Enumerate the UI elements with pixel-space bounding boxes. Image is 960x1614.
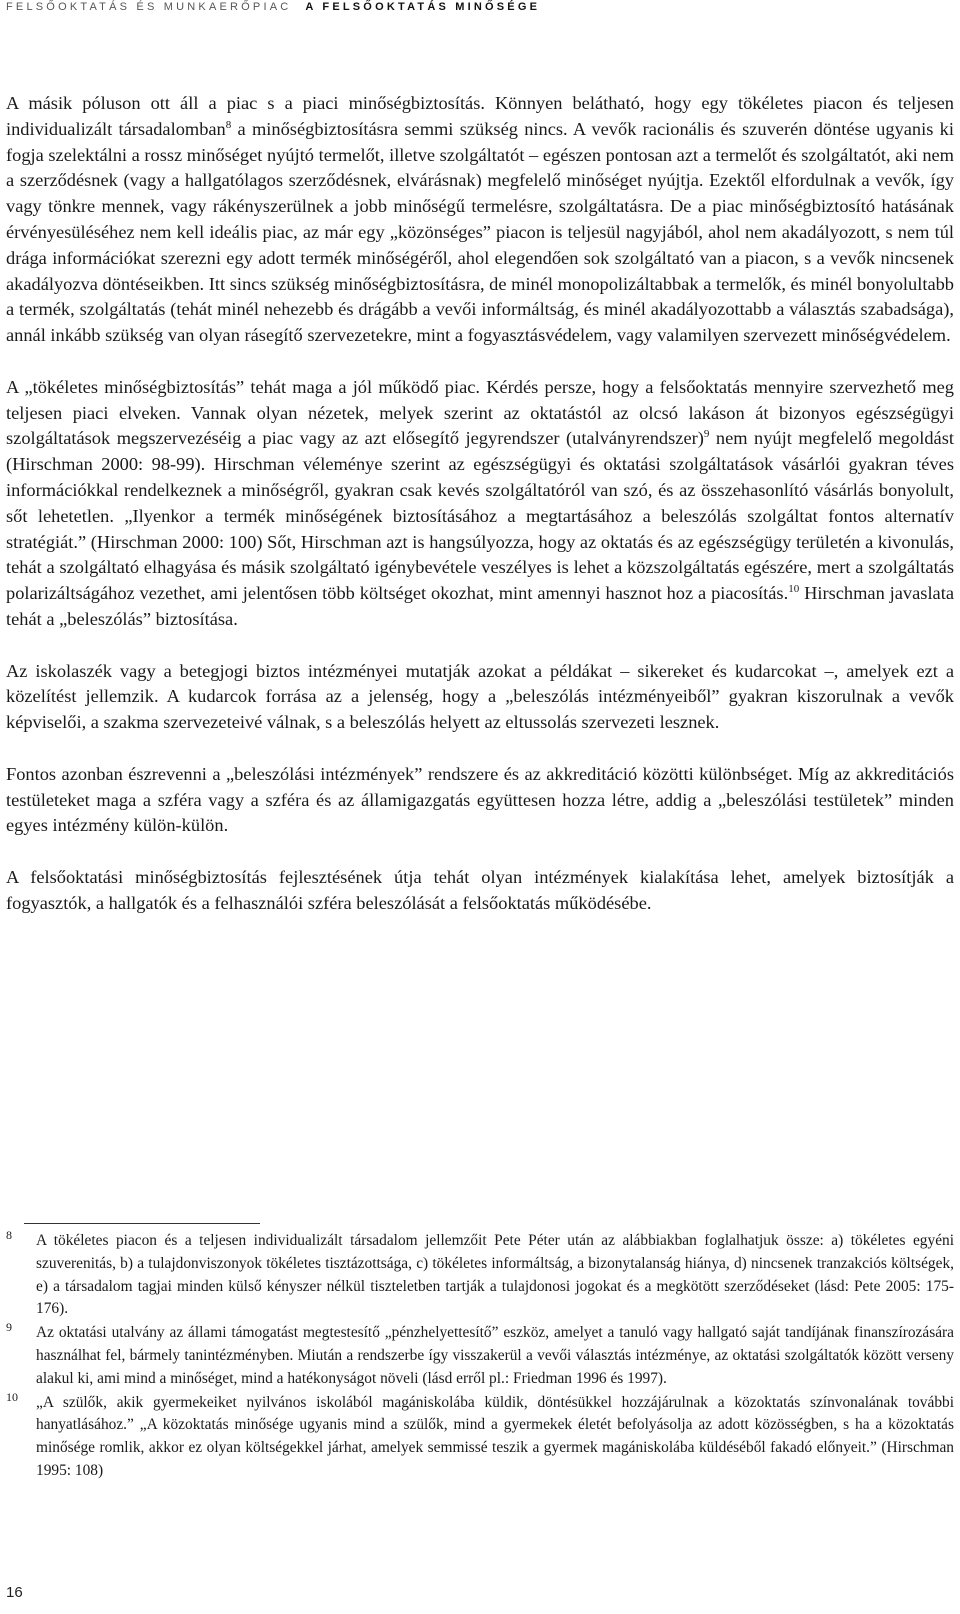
paragraph-2: [6, 375, 954, 633]
paragraph-text: Hirschman javaslata tehát a „beleszólás” biztosítása.: [6, 583, 954, 629]
paragraph-text: A „tökéletes minőségbiztosítás” tehát maga a jól működő piac. Kérdés persze, hogy a felsőoktatás mennyire szervezhető meg teljesen piaci elveken. Vannak olyan nézetek, melyek szerint az oktatástól az olcsó lakáson át bizonyos egészségügyi szolgáltatások megszervezéséig a piac vagy az azt elősegítő jegyrendszer (utalványrendszer): [6, 376, 954, 449]
paragraph-1: [6, 91, 954, 349]
footnote-number: 9: [6, 1320, 12, 1335]
section-title: A FELSŐOKTATÁS MINŐSÉGE: [305, 1, 541, 13]
footnotes: [6, 1230, 954, 1484]
footnote-divider: [24, 1223, 260, 1224]
paragraph-text: Az iskolaszék vagy a betegjogi biztos intézményei mutatják azokat a példákat – sikereket és kudarcokat –, amelyek ezt a közelítést jellemzik. A kudarcok forrása az a jelenség, hogy a „beleszólás intézményeiből” gyakran kiszorulnak a vevők képviselői, a szakma szervezeteivé válnak, s a beleszólás helyett az eltussolás szervezeti lesznek.: [6, 660, 954, 733]
footnote-ref[interactable]: 8: [225, 118, 232, 131]
paragraph-text: a minőségbiztosításra semmi szükség nincs. A vevők racionális és szuverén döntése ugyanis ki fogja szelektálni a rossz minőséget nyújtó termelőt, illetve szolgáltatót – egészen pontosan azt a termelőt és szolgáltatót, aki nem a szerződésnek (vagy a hallgatólagos szerződésnek, elvárásnak) megfelelő minőséget nyújtja. Ezektől elfordulnak a vevők, így vagy tönkre mennek, vagy rákényszerülnek a jobb minőségű termelésre, szolgáltatásra. De a piac minőségbiztosító hatásának érvényesüléséhez nem kell ideális piac, az már egy „közönséges” piacon is teljesül nagyjából, ahol nem akadályozott, s nem túl drága információkat szerezni egy adott termék minőségéről, ahol elegendően sok szolgáltató van a piacon, s a vevők nincsenek akadályozva döntéseikben. Itt sincs szükség minőségbiztosításra, de minél monopolizáltabbak a termelők, és minél bonyolultabb a termék, szolgáltatás (tehát minél nehezebb és drágább a vevői informáltság, és minél akadályozottabb a választás szabadsága), annál inkább szükség van olyan rásegítő szervezetekre, mint a fogyasztásvédelem, vagy valamilyen szervezett minőségvédelem.: [6, 118, 954, 346]
paragraph-text: A felsőoktatási minőségbiztosítás fejlesztésének útja tehát olyan intézmények kialakítása lehet, amelyek biztosítják a fogyasztók, a hallgatók és a felhasználói szféra beleszólását a felsőoktatás működésébe.: [6, 866, 954, 913]
footnote: [6, 1389, 954, 1483]
footnote-number: 8: [6, 1228, 12, 1242]
paragraph-text: nem nyújt megfelelő megoldást (Hirschman 2000: 98-99). Hirschman véleménye szerint az egészségügyi és oktatási szolgáltatások vásárlói gyakran téves információkkal rendelkeznek a minőségről, gyakran csak kevés szolgáltatóról van szó, és az összehasonlító vásárlás bonyolult, sőt lehetetlen. „Ilyenkor a termék minőségének biztosításához a megtartásához a beleszólás szolgáltat fontos alternatív stratégiát.” (Hirschman 2000: 100) Sőt, Hirschman azt is hangsúlyozza, hogy az oktatás és az egészségügy területén a kivonulás, tehát a szolgáltató elhagyása és másik szolgáltató igénybevétele veszélyes is lehet a közszolgáltatás egészére, mert a szolgáltatás polarizáltságához vezethet, ami jelentősen több költséget okozhat, mint amennyi hasznot hoz a piacosítás.: [6, 428, 954, 604]
paragraph-4: [6, 762, 954, 839]
body-text: [6, 91, 954, 942]
footnote-text: „A szülők, akik gyermekeiket nyilvános iskolából magániskolába küldik, döntésükkel hozzájárulnak a közoktatás színvonalának további hanyatlásához.” „A közoktatás minősége ugyanis mind a szülők, mind a gyermekek életét befolyásolja az adott közösségben, s ha a közoktatás minősége romlik, akkor ez olyan költségekkel járhat, amelyek semmissé teszik a gyermek magániskolába küldéséből fakadó előnyeit.” (Hirschman 1995: 108): [36, 1393, 954, 1479]
footnote-text: A tökéletes piacon és a teljesen individualizált társadalom jellemzőit Pete Péter után az alábbiakban foglalhatjuk össze: a) tökéletes egyéni szuverenitás, b) a tulajdonviszonyok tökéletes tisztázottsága, c) tökéletes informáltság, a bizonytalanság hiánya, d) nincsenek tranzakciós költségek, e) a társadalom tagjai minden külső kényszer nélkül tiszteletben tartják a tulajdonosi jogokat és a megkötött szerződéseket (lásd: Pete 2005: 175-176).: [36, 1232, 954, 1318]
footnote: [6, 1230, 954, 1321]
paragraph-text: A másik póluson ott áll a piac s a piaci minőségbiztosítás. Könnyen belátható, hogy egy tökéletes piacon és teljesen individualizált társadalomban: [6, 93, 954, 139]
footnote-ref[interactable]: 10: [788, 583, 800, 596]
footnote-ref[interactable]: 9: [703, 428, 710, 441]
journal-title: FELSŐOKTATÁS ÉS MUNKAERŐPIAC: [6, 1, 292, 13]
running-header: [6, 0, 540, 14]
paragraph-3: [6, 659, 954, 736]
paragraph-5: [6, 865, 954, 917]
footnote: [6, 1322, 954, 1390]
paragraph-text: Fontos azonban észrevenni a „beleszólási intézmények” rendszere és az akkreditáció közötti különbséget. Míg az akkreditációs testületeket maga a szféra vagy a szféra és az államigazgatás együttesen hozza létre, addig a „beleszólási testületek” minden egyes intézmény külön-külön.: [6, 763, 954, 836]
page-number: 16: [6, 1584, 23, 1601]
footnote-number: 10: [6, 1389, 18, 1404]
footnote-text: Az oktatási utalvány az állami támogatást megtestesítő „pénzhelyettesítő” eszköz, amelyet a tanuló vagy hallgató saját tandíjának finanszírozására használhat fel, bármely tanintézményben. Miután a rendszerbe így visszakerül a vevői választás intézménye, az oktatási szolgáltatók között verseny alakul ki, ami mind a minőséget, mind a hatékonyságot növeli (lásd erről pl.: Friedman 1996 és 1997).: [36, 1324, 954, 1387]
